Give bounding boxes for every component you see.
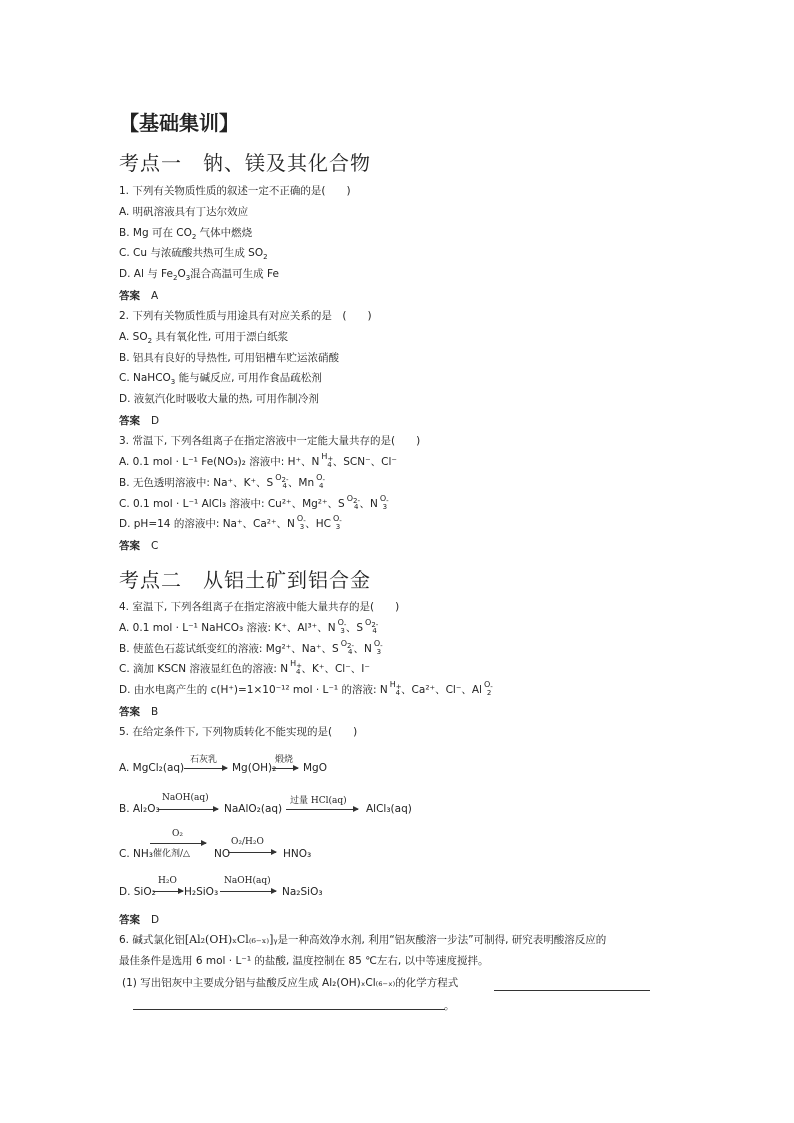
no3-ion: $O^-_3$ bbox=[337, 618, 347, 635]
q5-d-start: D. SiO₂ bbox=[119, 886, 156, 898]
alo2-ion: $O^-_2$ bbox=[483, 680, 493, 697]
q1-option-c: C. Cu 与浓硫酸共热可生成 $SO_2$ bbox=[119, 247, 268, 262]
reaction-arrow bbox=[184, 768, 227, 769]
q2-stem: 2. 下列有关物质性质与用途具有对应关系的是 ( ) bbox=[119, 310, 372, 322]
q4-option-d: D. 由水电离产生的 c(H⁺)=1×10⁻¹² mol · L⁻¹ 的溶液: N $H^+_4$、Ca²⁺、Cl⁻、Al $O^-_2$ bbox=[119, 680, 493, 697]
reaction-arrow bbox=[220, 891, 276, 892]
section-title-2: 考点二 从铝土矿到铝合金 bbox=[119, 568, 371, 592]
mno4-ion: $O^-_4$ bbox=[316, 473, 325, 490]
q5-d-reagent-2: NaOH(aq) bbox=[224, 876, 271, 886]
q5-c-end: HNO₃ bbox=[283, 848, 312, 860]
answer-blank-line bbox=[494, 990, 650, 991]
q5-d-end: Na₂SiO₃ bbox=[282, 886, 323, 898]
q4-option-c: C. 滴加 KSCN 溶液显红色的溶液: N $H^+_4$、K⁺、Cl⁻、I⁻ bbox=[119, 659, 370, 676]
q3-stem: 3. 常温下, 下列各组离子在指定溶液中一定能大量共存的是( ) bbox=[119, 435, 421, 447]
so4-ion: $O^{2-}_4$ bbox=[275, 473, 289, 490]
q1-option-a: A. 明矾溶液具有丁达尔效应 bbox=[119, 206, 249, 218]
q3-option-a: A. 0.1 mol · L⁻¹ Fe(NO₃)₂ 溶液中: H⁺、N $H^+_4$、SCN⁻、Cl⁻ bbox=[119, 452, 397, 469]
q5-answer: 答案 D bbox=[119, 914, 160, 926]
q4-stem: 4. 室温下, 下列各组离子在指定溶液中能大量共存的是( ) bbox=[119, 601, 400, 613]
q6-subquestion-1: (1) 写出铝灰中主要成分铝与盐酸反应生成 Al₂(OH)ₓCl₍₆₋ₓ₎的化学方程式 bbox=[122, 977, 459, 989]
reaction-arrow bbox=[272, 768, 298, 769]
so4-ion: $O^{2-}_4$ bbox=[346, 494, 360, 511]
q2-option-a: A. $SO_2$ 具有氧化性, 可用于漂白纸浆 bbox=[119, 331, 289, 346]
q5-a-mid: Mg(OH)₂ bbox=[232, 762, 277, 774]
q2-option-c: C. NaHCO$_3$ 能与碱反应, 可用作食品疏松剂 bbox=[119, 372, 322, 387]
q1-stem: 1. 下列有关物质性质的叙述一定不正确的是( ) bbox=[119, 185, 351, 197]
q3-option-c: C. 0.1 mol · L⁻¹ AlCl₃ 溶液中: Cu²⁺、Mg²⁺、S $O^{2-}_4$、N $O^-_3$ bbox=[119, 494, 389, 511]
q2-option-d: D. 液氨汽化时吸收大量的热, 可用作制冷剂 bbox=[119, 393, 319, 405]
q6-stem: 6. 碱式氯化铝[Al₂(OH)ₓCl₍₆₋ₓ₎]ᵧ是一种高效净水剂, 利用“铝灰酸溶一步法”可制得, 研究表明酸溶反应的 bbox=[119, 933, 607, 946]
q5-b-reagent-1: NaOH(aq) bbox=[162, 793, 209, 803]
q5-stem: 5. 在给定条件下, 下列物质转化不能实现的是( ) bbox=[119, 726, 358, 738]
reaction-arrow bbox=[228, 852, 276, 853]
q5-d-reagent-1: H₂O bbox=[158, 876, 177, 886]
reaction-arrow bbox=[153, 891, 183, 892]
no3-ion: $O^-_3$ bbox=[296, 514, 306, 531]
nh4-ion: $H^+_4$ bbox=[389, 680, 402, 697]
q1-option-d: D. Al 与 $Fe_2O_3$混合高温可生成 Fe bbox=[119, 268, 279, 283]
nh4-ion: $H^+_4$ bbox=[290, 659, 303, 676]
q5-a-end: MgO bbox=[303, 762, 327, 774]
q5-b-mid: NaAlO₂(aq) bbox=[224, 803, 283, 815]
q4-option-b: B. 使蓝色石蕊试纸变红的溶液: Mg²⁺、Na⁺、S $O^{2-}_4$、N $O^-_3$ bbox=[119, 639, 383, 656]
q1-option-b: B. Mg 可在 $CO_2$ 气体中燃烧 bbox=[119, 227, 253, 242]
q1-answer: 答案 A bbox=[119, 290, 159, 302]
q3-answer: 答案 C bbox=[119, 540, 159, 552]
reaction-arrow bbox=[150, 843, 206, 844]
q5-a-reagent-1: 石灰乳 bbox=[190, 755, 218, 765]
q5-d-mid: H₂SiO₃ bbox=[184, 886, 219, 898]
q4-option-a: A. 0.1 mol · L⁻¹ NaHCO₃ 溶液: K⁺、Al³⁺、N $O^-_3$、S $O^{2-}_4$ bbox=[119, 618, 379, 635]
so4-ion: $O^{2-}_4$ bbox=[340, 639, 355, 656]
q2-option-b: B. 铝具有良好的导热性, 可用铝槽车贮运浓硝酸 bbox=[119, 352, 340, 364]
q5-b-end: AlCl₃(aq) bbox=[366, 803, 412, 815]
q5-c-reagent-2: O₂/H₂O bbox=[231, 837, 264, 847]
page-header: 【基础集训】 bbox=[119, 111, 239, 135]
reaction-arrow bbox=[286, 809, 358, 810]
section-title-1: 考点一 钠、镁及其化合物 bbox=[119, 151, 371, 175]
q4-answer: 答案 B bbox=[119, 706, 159, 718]
q5-c-mid: NO bbox=[214, 848, 231, 860]
q6-conditions: 最佳条件是选用 6 mol · L⁻¹ 的盐酸, 温度控制在 85 ℃左右, 以中等速度搅拌。 bbox=[119, 955, 489, 967]
q2-answer: 答案 D bbox=[119, 415, 160, 427]
q5-c-reagent-1: O₂ bbox=[172, 829, 183, 839]
so4-ion: $O^{2-}_4$ bbox=[365, 618, 379, 635]
q5-a-start: A. MgCl₂(aq) bbox=[119, 762, 185, 774]
answer-blank-line bbox=[133, 1009, 445, 1010]
q3-option-d: D. pH=14 的溶液中: Na⁺、Ca²⁺、N $O^-_3$、HC $O^-_3$ bbox=[119, 514, 342, 531]
reaction-arrow bbox=[158, 809, 218, 810]
q5-c-condition: 催化剂/△ bbox=[153, 849, 190, 859]
no3-ion: $O^-_3$ bbox=[373, 639, 383, 656]
q5-a-reagent-2: 煅烧 bbox=[275, 755, 294, 765]
q3-option-b: B. 无色透明溶液中: Na⁺、K⁺、S $O^{2-}_4$、Mn $O^-_4$ bbox=[119, 473, 325, 490]
hco3-ion: $O^-_3$ bbox=[332, 514, 342, 531]
nh4-ion: $H^+_4$ bbox=[321, 452, 334, 469]
no3-ion: $O^-_3$ bbox=[379, 494, 389, 511]
q5-c-start: C. NH₃ bbox=[119, 848, 153, 860]
q6-end-mark: 。 bbox=[444, 1000, 455, 1012]
basic-aluminum-chloride-formula: [Al₂(OH)ₓCl₍₆₋ₓ₎]ᵧ bbox=[184, 933, 278, 946]
q5-b-reagent-2: 过量 HCl(aq) bbox=[290, 796, 347, 806]
q5-b-start: B. Al₂O₃ bbox=[119, 803, 160, 815]
